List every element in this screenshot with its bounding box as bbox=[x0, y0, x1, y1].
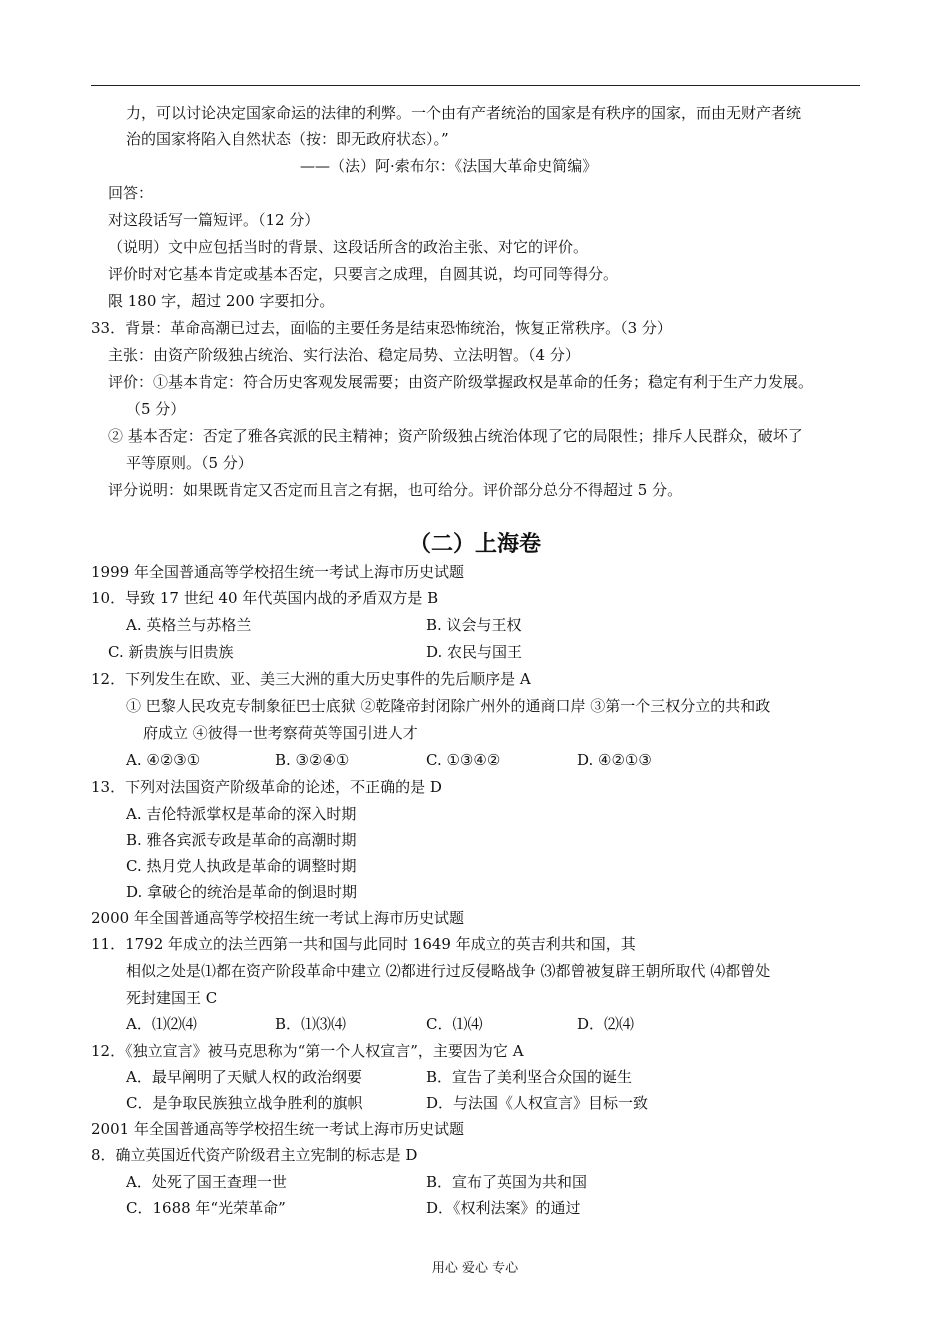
q2001-8-option-a: A．处死了国王查理一世 bbox=[126, 1173, 287, 1191]
q1999-12-option-a: A. ④②③① bbox=[126, 751, 201, 769]
q33-line-6: 平等原则。（5 分） bbox=[126, 454, 253, 472]
q2000-11-stem-2: 死封建国王 C bbox=[126, 989, 218, 1007]
quote-line-1: 力，可以讨论决定国家命运的法律的利弊。一个由有产者统治的国家是有秩序的国家，而由无财产者统 bbox=[126, 104, 802, 122]
q33-line-7: 评分说明：如果既肯定又否定而且言之有据，也可给分。评价部分总分不得超过 5 分。 bbox=[108, 481, 683, 499]
q2000-11-option-b: B．⑴⑶⑷ bbox=[275, 1015, 347, 1033]
q1999-13-option-b: B. 雅各宾派专政是革命的高潮时期 bbox=[126, 831, 357, 849]
note-line-3: 限 180 字，超过 200 字要扣分。 bbox=[108, 292, 335, 310]
q1999-13: 13．下列对法国资产阶级革命的论述，不正确的是 D bbox=[91, 778, 442, 796]
exam-1999-heading: 1999 年全国普通高等学校招生统一考试上海市历史试题 bbox=[91, 563, 464, 581]
q2000-11-option-d: D．⑵⑷ bbox=[577, 1015, 635, 1033]
note-line-2: 评价时对它基本肯定或基本否定，只要言之成理，自圆其说，均可同等得分。 bbox=[108, 265, 619, 283]
q1999-12-option-d: D. ④②①③ bbox=[577, 751, 652, 769]
q33-line-1: 33．背景：革命高潮已过去，面临的主要任务是结束恐怖统治，恢复正常秩序。（3 分） bbox=[91, 319, 672, 337]
q1999-10-option-a: A. 英格兰与苏格兰 bbox=[126, 616, 252, 634]
task-line: 对这段话写一篇短评。（12 分） bbox=[108, 211, 320, 229]
q1999-10: 10．导致 17 世纪 40 年代英国内战的矛盾双方是 B bbox=[91, 589, 439, 607]
q2000-12-option-b: B．宣告了美利坚合众国的诞生 bbox=[426, 1068, 633, 1086]
q2000-11-stem-1: 相似之处是⑴都在资产阶段革命中建立 ⑵都进行过反侵略战争 ⑶都曾被复辟王朝所取代 ⑷都曾处 bbox=[126, 962, 771, 980]
note-line-1: （说明）文中应包括当时的背景、这段话所含的政治主张、对它的评价。 bbox=[108, 238, 589, 256]
q1999-13-option-c: C. 热月党人执政是革命的调整时期 bbox=[126, 857, 357, 875]
q1999-13-option-d: D. 拿破仑的统治是革命的倒退时期 bbox=[126, 883, 358, 901]
answer-label: 回答： bbox=[108, 184, 154, 202]
q2001-8-option-d: D．《权利法案》的通过 bbox=[426, 1199, 581, 1217]
q1999-10-option-b: B. 议会与王权 bbox=[426, 616, 522, 634]
q1999-12-option-b: B. ③②④① bbox=[275, 751, 350, 769]
q33-line-3: 评价：①基本肯定：符合历史客观发展需要；由资产阶级掌握政权是革命的任务；稳定有利于生产力发展。 bbox=[108, 373, 814, 391]
q1999-13-option-a: A. 吉伦特派掌权是革命的深入时期 bbox=[126, 805, 357, 823]
q2000-11-option-c: C．⑴⑷ bbox=[426, 1015, 483, 1033]
page-footer: 用心 爱心 专心 bbox=[431, 1261, 519, 1276]
q2001-8-option-c: C．1688 年“光荣革命” bbox=[126, 1199, 286, 1217]
q33-line-2: 主张：由资产阶级独占统治、实行法治、稳定局势、立法明智。（4 分） bbox=[108, 346, 580, 364]
q1999-12-stem-1: ① 巴黎人民攻克专制象征巴士底狱 ②乾隆帝封闭除广州外的通商口岸 ③第一个三权分立的共和政 bbox=[126, 697, 771, 715]
q2000-12-option-c: C．是争取民族独立战争胜利的旗帜 bbox=[126, 1094, 363, 1112]
exam-2001-heading: 2001 年全国普通高等学校招生统一考试上海市历史试题 bbox=[91, 1120, 464, 1138]
q2000-12-option-a: A．最早阐明了天赋人权的政治纲要 bbox=[126, 1068, 362, 1086]
section-title: （二）上海卷 bbox=[408, 532, 541, 557]
q1999-10-option-c: C. 新贵族与旧贵族 bbox=[108, 643, 234, 661]
q2000-11: 11．1792 年成立的法兰西第一共和国与此同时 1649 年成立的英吉利共和国，其 bbox=[91, 935, 636, 953]
q2000-11-option-a: A．⑴⑵⑷ bbox=[126, 1015, 197, 1033]
quote-source: ——（法）阿·索布尔：《法国大革命史简编》 bbox=[300, 157, 598, 175]
q1999-12-stem-2: 府成立 ④彼得一世考察荷英等国引进人才 bbox=[143, 724, 418, 742]
q1999-12-option-c: C. ①③④② bbox=[426, 751, 501, 769]
q1999-10-option-d: D. 农民与国王 bbox=[426, 643, 523, 661]
q33-line-5: ② 基本否定：否定了雅各宾派的民主精神；资产阶级独占统治体现了它的局限性；排斥人民群众，破坏了 bbox=[108, 427, 803, 445]
q2001-8-option-b: B．宣布了英国为共和国 bbox=[426, 1173, 588, 1191]
header-rule bbox=[91, 85, 860, 86]
exam-2000-heading: 2000 年全国普通高等学校招生统一考试上海市历史试题 bbox=[91, 909, 464, 927]
quote-line-2: 治的国家将陷入自然状态（按：即无政府状态）。” bbox=[126, 130, 449, 148]
q1999-12: 12．下列发生在欧、亚、美三大洲的重大历史事件的先后顺序是 A bbox=[91, 670, 531, 688]
q33-line-4: （5 分） bbox=[126, 400, 186, 418]
q2000-12-option-d: D．与法国《人权宣言》目标一致 bbox=[426, 1094, 649, 1112]
q2000-12: 12．《独立宣言》被马克思称为“第一个人权宣言”，主要因为它 A bbox=[91, 1042, 524, 1060]
q2001-8: 8．确立英国近代资产阶级君主立宪制的标志是 D bbox=[91, 1146, 418, 1164]
